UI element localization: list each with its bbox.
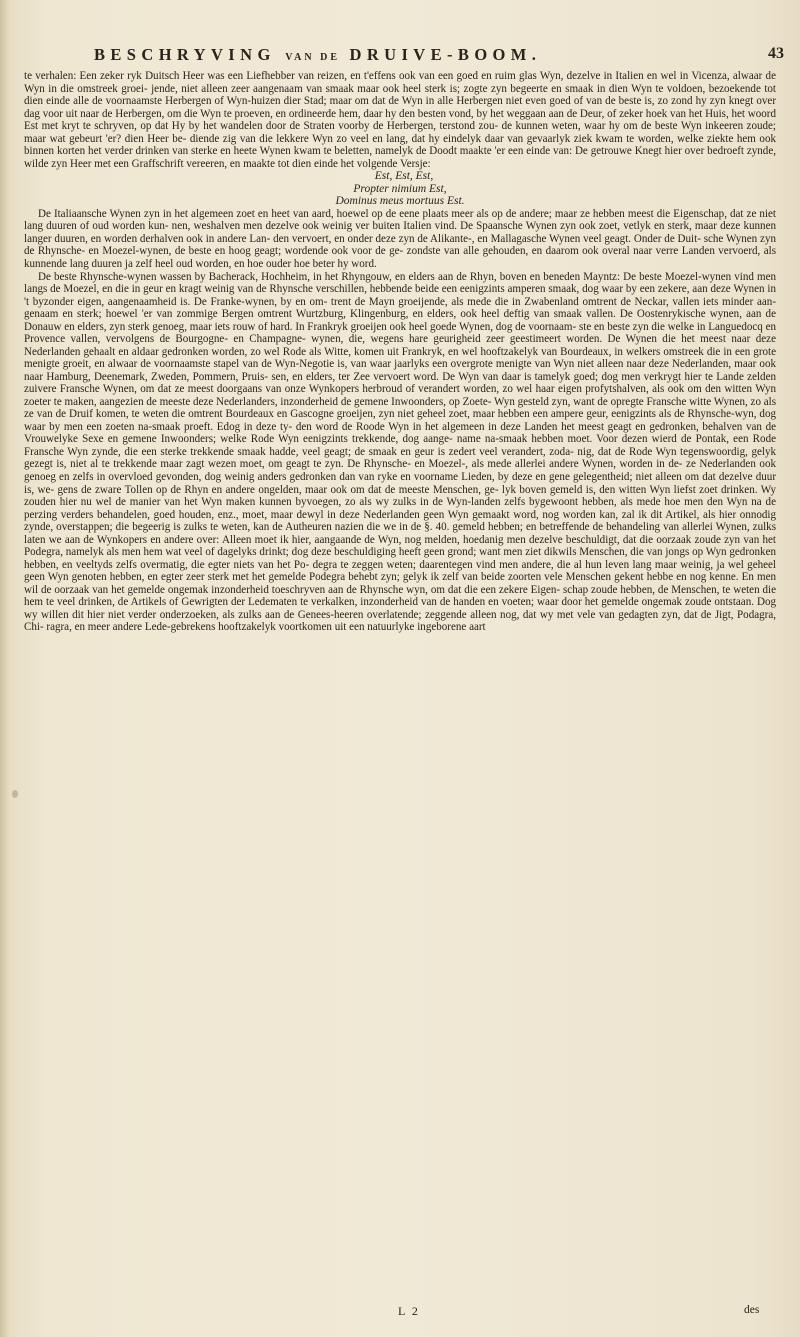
page-header [94,45,784,73]
running-head-connector: VAN DE [285,52,340,63]
paper-stain [12,790,18,798]
verse-line: Est, Est, Est, [374,170,434,183]
running-head-title: BESCHRYVING [94,45,276,64]
paragraph-italian-wines: De Italiaansche Wynen zyn in het algemeen zoet en heet van aard, hoewel op de eene plaats meer als op de andere; maar ze hebben meest die Eigenschap, dat ze niet lang duuren of oud worden kun- nen, weshalven men dezelve ook weinig ver buiten Italien vind. De Spaansche Wynen zyn ook zoet, vetlyk en sterk, maar deze kunnen langer duuren, en worden derhalven ook in andere Lan- den vervoert, en onder deze zyn de Alikante-, en Mallagasche Wynen veel geagt. Onder de Duit- sche Wynen zyn de Rhynsche- en Moezel-wynen, de beste en hoog geagt; wordende ook voor de ge- zondste van alle gehouden, en daarom ook overal naar verre Landen vervoerd, als kunnende lang duuren ja zelf heel oud worden, en hoe ouder hoe beter hy word. [24,207,776,270]
paragraph-intro: te verhalen: Een zeker ryk Duitsch Heer was een Liefhebber van reizen, en t'effens ook van een goed en ruim glas Wyn, dezelve in Italien en wel in Vicenza, alwaar de Wyn in die omstreek groei- jende, niet alleen zeer aangenaam van smaak maar ook heel sterk is; zogte zyn begeerte en smaak in dien Wyn te voldoen, bezoekende tot dien einde alle de voornaamste Herbergen of Wyn-huizen dier Stad; maar om dat de Wyn in alle Herbergen niet even goed of van de beste is, zo zond hy zyn knegt over dag voor uit naar de Herbergen, om die Wyn te proeven, en ordineerde hem, daar hy den besten vond, by het weggaan aan de Deur, of zeker hoek van het Huis, het woord Est met kryt te schryven, op dat Hy by het wandelen door de Straten voorby de Herbergen, terstond zou- de kunnen weten, waar hy om de beste Wyn inkeeren zoude; maar wat gebeurt 'er? dien Heer be- diende zig van die lekkere Wyn zo veel en lang, dat hy eindelyk daar van gevaarlyk ziek kwam te worden, welke ziekte hem ook binnen korten het verder drinken van sterke en heete Wynen kwam te beletten, namelyk de Doodt maakte 'er een einde van: De getrouwe Knegt hier over bedroeft zynde, wilde zyn Heer met een Graffschrift vereeren, en maakte tot dien einde het volgende Versje: [24,70,776,170]
page-footer [0,1304,800,1320]
page-gutter-shadow [0,0,10,1337]
signature-mark: L 2 [398,1304,420,1318]
body-text [24,70,776,634]
verse-line: Dominus meus mortuus Est. [335,195,465,208]
running-head-subject: DRUIVE-BOOM. [349,45,542,64]
paragraph-rhine-wines: De beste Rhynsche-wynen wassen by Bacherack, Hochheim, in het Rhyngouw, en elders aan de Rhyn, boven en beneden Mayntz: De beste Moezel-wynen vind men langs de Moezel, en die in geur en kragt weinig van de Rhynsche verschillen, hebbende beide een eenigzints amperen smaak, dog waar by een zekere, aan deze Wynen in 't byzonder eigen, aangenaamheid is. De Franke-wynen, by en om- trent de Mayn groeijende, als mede die in Zwabenland omtrent de Neckar, vallen iets minder aan- genaam en sterk; hoewel 'er van zommige Bergen omtrent Wurtzburg, Klingenburg, en elders, ook heel deftig van smaak vallen. De Oostenrykische wynen, aan de Donauw en elders, zyn sterk genoeg, maar iets rouw of hard. In Frankryk groeijen ook heel goede Wynen, dog de voornaam- ste en beste zyn die welke in Languedocq en Provence vallen, vervolgens de Bourgogne- en Champagne- wynen, die, wegens hare geurigheid zeer geestimeert worden. De Wynen die het meest naar deze Nederlanden gehaalt en aldaar gedronken worden, zo wel Rode als Witte, komen uit Frankryk, en wel hooftzakelyk van Bourdeaux, in welkers omstreek die in een grote menigte groeit, en alwaar de voornaamste stapel van de Wyn-Negotie is, van waar jaarlyks een overgrote menigte van Wyn niet alleen naar deze Nederlanden, maar ook naar Hamburg, Deenemark, Zweden, Pommern, Pruis- sen, en elders, ter Zee vervoert word. De Wyn van daar is tamelyk goed; dog men verkrygt hier te Lande zelden zuivere Fransche Wynen, om dat ze meest doorgaans van onze Wynkopers herbroud of verandert worden, zo wel haar eigen profytshalven, als ook om den witten Wyn zoeter te maken, aangezien de meeste deze Nederlanders, inzonderheid de gemene Inwoonders, op Zoete- Wyn gesteld zyn, want de opregte Fransche witte Wynen, zo als ze van de Druif komen, te weten die omtrent Bourdeaux en Gascogne groeijen, zyn niet geheel zoet, maar hebben een ampere geur, eenigzints als de Rhynsche-wyn, dog waar by men een zoeten na-smaak proeft. Edog in deze ty- den word de Roode Wyn in het algemeen in deze Landen het meest geagt en gedronken, behalven van de Vrouwelyke Sexe en gemene Inwoonders; welke Rode Wyn eenigzints trekkende, dog aange- name na-smaak hebben moet. Voor dezen wierd de Pontak, een Rode Fransche Wyn zynde, die een sterke trekkende smaak hadde, veel geagt; de smaak en geur is zedert veel verandert, zoda- nig, dat de Rode Wyn tegenswoordig, gelyk gezegt is, niet al te trekkende maar zagt wezen moet, om geagt te zyn. De Rhynsche- en Moezel-, als mede allerlei andere Wynen, worden in de- ze Nederlanden ook genoeg en zelfs in overvloed gevonden, dog weinig anders gedronken dan van ryke en voorname Lieden, by deze en gene gelegentheid; niet alleen om dat dezelve duur is, we- gens de zware Tollen op de Rhyn en andere ongelden, maar ook om dat de meeste Menschen, ge- lyk boven gemeld is, den witten Wyn liefst zoet drinken. Wy zouden hier nu wel de manier van het Wyn maken kunnen byvoegen, zo als wy zulks in de Wyn-landen zelfs bygewoont hebben, als mede hoe men den Wyn na de perzing verders behandelen, goed houden, enz., moet, maar dewyl in deze Nederlanden geen Wyn gemaakt word, nog worden kan, zal ik dit Artikel, als hier onnodig zynde, overstappen; die begeerig is zulks te weten, kan de Autheuren nazien die we in de §. 40. gemeld hebben; en betreffende de behandeling van allerlei Wynen, zulks laten we aan de Wynkopers en andere over: Alleen moet ik hier, aangaande de Wyn, nog melden, hoedanig men dezelve beschuldigt, dat die oorzaak zoude zyn van het Podegra, namelyk als men hem wat veel of dagelyks drinkt; dog deze beschuldiging heeft geen grond; want men ziet dikwils Menschen, die van jongs op Wyn gedronken hebben, en veeltyds zelfs overmatig, die egter niets van het Po- degra te zeggen weten; daarentegen vind men andere, die al hun leven lang maar weinig, ja wel geheel geen Wyn genoten hebben, en egter zeer sterk met het gemelde Podegra behebt zyn; gelyk ik zelf van beide zoorten vele Menschen gekent hebbe en nog kenne. En men wil de oorzaak van het gemelde ongemak inzonderheid toeschryven aan de Rhynsche wyn, om dat die een zekere Eigen- schap zoude hebben, de Menschen, te weten die hem te veel drinken, de Artikels of Gewrigten der Ledematen te verkalken, inzonderheid van de handen en voeten; waar door het gemelde ongemak zoude ontstaan. Dog wy willen dit hier niet verder onderzoeken, als zulks aan de Genees-heeren overlatende; zeggende alleen nog, dat wy met vele van gedagten zyn, dat de Jigt, Podagra, Chi- ragra, en meer andere Lede-gebrekens hooftzakelyk voortkomen uit een natuurlyke ingeborene aart [24,270,776,634]
page-number: 43 [768,45,784,62]
catchword: des [744,1304,760,1316]
verse-line: Propter nimium Est, [353,182,447,195]
epitaph-verse [24,170,776,208]
running-head [94,45,541,65]
